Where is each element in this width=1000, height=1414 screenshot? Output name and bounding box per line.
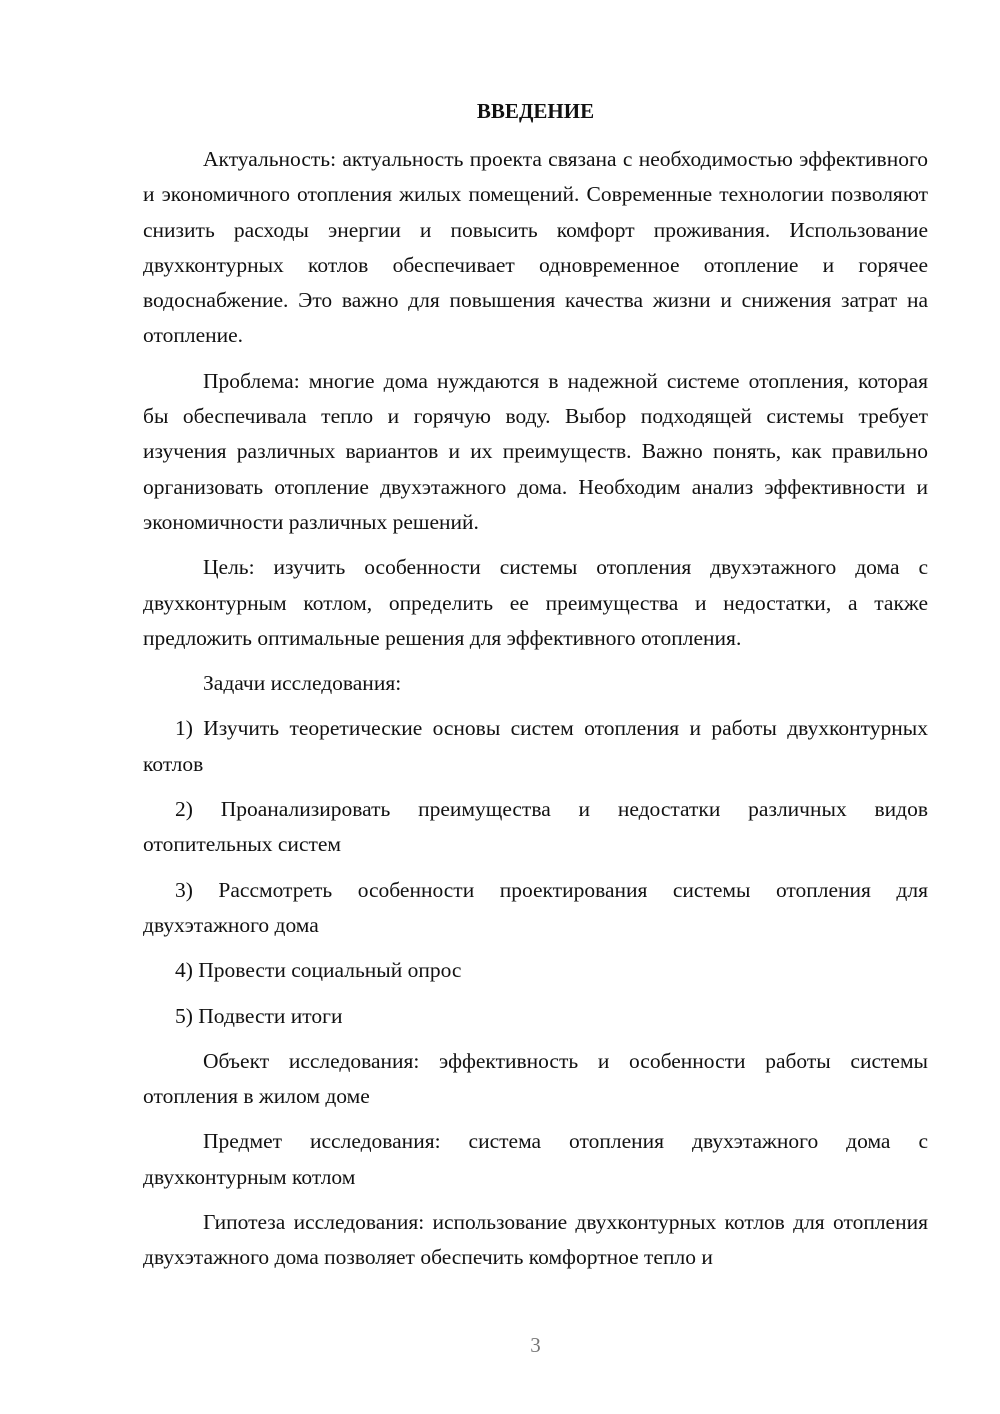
- list-item-task-5: 5) Подвести итоги: [175, 1003, 343, 1028]
- paragraph-object: Объект исследования: эффективность и особенности работы системы отопления в жилом доме: [143, 1048, 928, 1109]
- paragraph-goal: Цель: изучить особенности системы отопления двухэтажного дома с двухконтурным котлом, определить ее преимущества и недостатки, а также предложить оптимальные решения для эффективного отопления.: [143, 555, 928, 650]
- list-item-task-3: 3) Рассмотреть особенности проектирования системы отопления для двухэтажного дома: [143, 877, 928, 937]
- list-item-task-2: 2) Проанализировать преимущества и недостатки различных видов отопительных систем: [143, 797, 928, 857]
- document-page: [143, 0, 928, 1414]
- paragraph-problem: Проблема: многие дома нуждаются в надежной системе отопления, которая бы обеспечивала тепло и горячую воду. Выбор подходящей системы требует изучения различных вариантов и их преимуществ. Важно понять, как правильно организовать отопление двухэтажного дома. Необходим анализ эффективности и экономичности различных решений.: [143, 368, 928, 534]
- list-item-task-4: 4) Провести социальный опрос: [175, 958, 462, 983]
- document-body: [143, 142, 928, 1286]
- paragraph-relevance: Актуальность: актуальность проекта связана с необходимостью эффективного и экономичного отопления жилых помещений. Современные технологии позволяют снизить расходы энергии и повысить комфорт проживания. Использование двухконтурных котлов обеспечивает одновременное отопление и горячее водоснабжение. Это важно для повышения качества жизни и снижения затрат на отопление.: [143, 147, 928, 348]
- paragraph-tasks-heading: Задачи исследования:: [203, 671, 402, 696]
- page-title: ВВЕДЕНИЕ: [476, 99, 595, 123]
- paragraph-hypothesis: Гипотеза исследования: использование двухконтурных котлов для отопления двухэтажного дома позволяет обеспечить комфортное тепло и: [143, 1210, 928, 1270]
- page-number: 3: [530, 1333, 541, 1357]
- list-item-task-1: 1) Изучить теоретические основы систем отопления и работы двухконтурных котлов: [143, 716, 928, 776]
- paragraph-subject: Предмет исследования: система отопления двухэтажного дома с двухконтурным котлом: [143, 1129, 928, 1189]
